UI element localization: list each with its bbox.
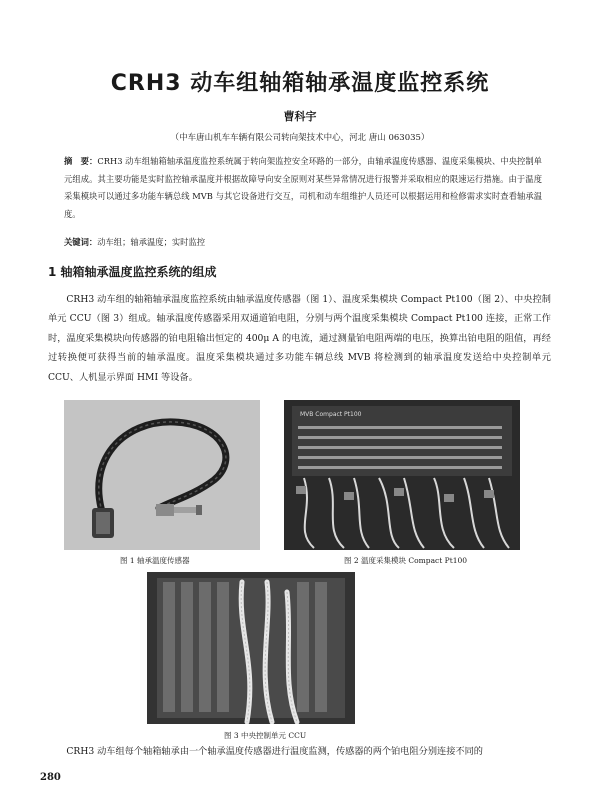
keywords-text: 动车组；轴承温度；实时监控 — [97, 237, 206, 247]
affiliation: （中车唐山机车车辆有限公司转向架技术中心，河北 唐山 063035） — [170, 133, 430, 143]
paper-title: CRH3 动车组轴箱轴承温度监控系统 — [110, 71, 490, 96]
abstract — [64, 153, 542, 223]
ccu-rack-illustration — [147, 572, 355, 724]
figure-1-caption: 图 1 轴承温度传感器 — [120, 556, 190, 565]
figure-1-photo — [64, 400, 260, 550]
section-heading: 1 轴箱轴承温度监控系统的组成 — [48, 265, 217, 279]
module-rack-illustration — [284, 400, 520, 550]
abstract-text: CRH3 动车组轴箱轴承温度监控系统属于转向架监控安全环路的一部分，由轴承温度传感器、温度采集模块、中央控制单元组成。其主要功能是实时监控轴承温度并根据故障导向安全原则对某些异常情况进行报警并采取相应的限速运行措施。由于温度采集模块可以通过多功能车辆总线 MVB 与其它设备进行交互，司机和动车组维护人员还可以根据运用和检修需求实时查看轴承温度。 — [64, 156, 542, 219]
continuation-paragraph: CRH3 动车组每个轴箱轴承由一个轴承温度传感器进行温度监测，传感器的两个铂电阻分别连接不同的 — [66, 746, 483, 757]
module-panel-label: MVB Compact Pt100 — [300, 411, 362, 418]
sensor-cable-illustration — [64, 400, 260, 550]
section-paragraph: CRH3 动车组的轴箱轴承温度监控系统由轴承温度传感器（图 1）、温度采集模块 Compact Pt100（图 2）、中央控制单元 CCU（图 3）组成。轴承温度传感器采用双通道铂电阻，分别与两个温度采集模块 Compact Pt100 连接，正常工作时，温度采集模块向传感器的铂电阻输出恒定的 400μ A 的电流，通过测量铂电阻两端的电压，换算出铂电阻的阻值，再经过转换便可获得当前的轴承温度。温度采集模块通过多功能车辆总线 MVB 将检测到的轴承温度发送给中央控制单元 CCU、人机显示界面 HMI 等设备。 — [48, 294, 551, 383]
keywords-label: 关键词： — [64, 237, 98, 247]
keywords — [64, 236, 542, 248]
figure-3-caption: 图 3 中央控制单元 CCU — [224, 731, 307, 740]
figure-2-caption: 图 2 温度采集模块 Compact Pt100 — [344, 556, 468, 565]
figure-2-photo — [284, 400, 520, 550]
figure-3-photo — [147, 572, 355, 724]
page-number: 280 — [40, 772, 61, 783]
abstract-label: 摘 要： — [64, 156, 98, 166]
author: 曹科宇 — [283, 110, 317, 123]
